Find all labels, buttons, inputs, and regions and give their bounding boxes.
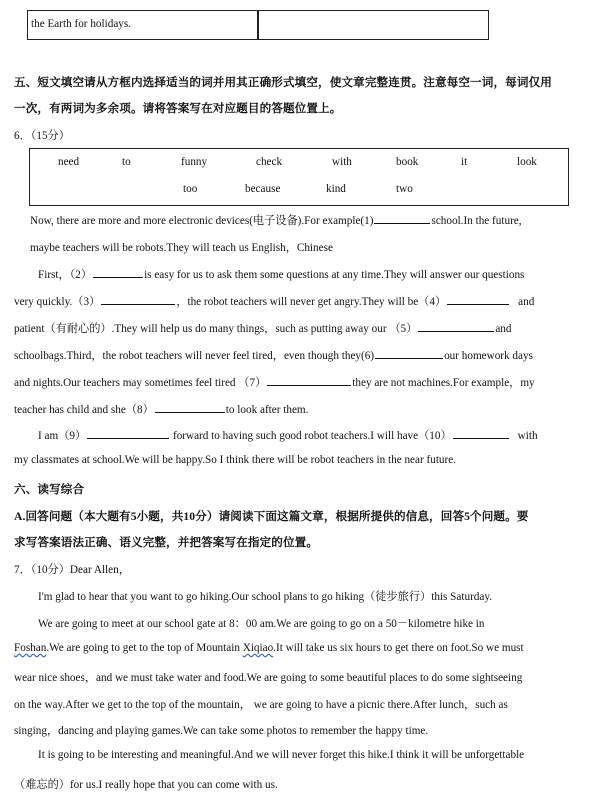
passage-line: maybe teachers will be robots.They will teach us English，Chinese <box>30 242 333 254</box>
word-box-item: because <box>245 183 281 195</box>
question-6-label: 6．（15分） <box>14 130 70 142</box>
word-box-item: funny <box>181 156 208 168</box>
word-box-item: with <box>332 156 352 168</box>
top-table-right-cell <box>257 10 489 40</box>
word-box-item: check <box>256 156 283 168</box>
answer-blank-7[interactable] <box>267 374 351 386</box>
word-box-item: to <box>122 156 131 168</box>
passage-line: and nights.Our teachers may sometimes feel tired （7） they are not machines.For example，my <box>14 374 535 390</box>
word-box-item: two <box>396 183 413 195</box>
letter-line: We are going to meet at our school gate at 8：00 am.We are going to go on a 50－kilometre hike in <box>38 618 485 630</box>
section6-sub-line1: A.回答问题（本大题有5小题，共10分）请阅读下面这篇文章，根据所提供的信息，回答5个问题。要 <box>14 510 529 523</box>
answer-blank-6[interactable] <box>375 347 443 359</box>
passage-line: my classmates at school.We will be happy.So I think there will be robot teachers in the near future. <box>14 454 457 466</box>
letter-line: wear nice shoes，and we must take water and food.We are going to some beautiful places to do some sightseeing <box>14 672 523 684</box>
word-box-item: book <box>396 156 419 168</box>
section6-heading: 六、读写综合 <box>14 483 85 496</box>
answer-blank-2[interactable] <box>93 266 143 278</box>
answer-blank-1[interactable] <box>374 212 430 224</box>
letter-paragraph-1: I'm glad to hear that you want to go hiking.Our school plans to go hiking（徒步旅行）this Saturday. <box>38 591 493 603</box>
word-box-item: too <box>183 183 198 195</box>
answer-blank-9[interactable] <box>87 427 169 439</box>
letter-line: It is going to be interesting and meaningful.And we will never forget this hike.I think it will be unforgettable <box>38 749 525 761</box>
section5-heading-line1: 五、短文填空请从方框内选择适当的词并用其正确形式填空，使文章完整连贯。注意每空一词，每词仅用 <box>14 76 552 89</box>
answer-blank-8[interactable] <box>155 401 225 413</box>
word-box-item: it <box>461 156 468 168</box>
letter-line: on the way.After we get to the top of the mountain， we are going to have a picnic there.After lunch，such as <box>14 699 508 711</box>
word-box-item: look <box>517 156 537 168</box>
passage-line: I am（9） forward to having such good robot teachers.I will have（10） with <box>38 427 538 443</box>
passage-line: very quickly.（3） ，the robot teachers will never get angry.They will be（4） and <box>14 293 534 309</box>
passage-line: schoolbags.Third，the robot teachers will never feel tired，even though they(6) our homework days <box>14 347 533 363</box>
section5-heading-line2: 一次，有两词为多余项。请将答案写在对应题目的答题位置上。 <box>14 102 342 115</box>
top-table-cell-text: the Earth for holidays. <box>31 18 132 30</box>
question-7-label: 7．（10分）Dear Allen， <box>14 564 130 576</box>
letter-line: singing，dancing and playing games.We can take some photos to remember the happy time. <box>14 725 429 737</box>
answer-blank-4[interactable] <box>447 293 509 305</box>
passage-line: patient（有耐心的）.They will help us do many things，such as putting away our （5） and <box>14 320 511 336</box>
passage-line: Now, there are more and more electronic devices(电子设备).For example(1) school.In the future, <box>30 212 522 228</box>
word-box-item: kind <box>326 183 346 195</box>
passage-line: teacher has child and she（8） to look after them. <box>14 401 308 417</box>
word-box-item: need <box>58 156 80 168</box>
letter-line: Foshan.We are going to get to the top of Mountain Xiqiao.It will take us six hours to get there on foot.So we must <box>14 642 524 654</box>
section6-sub-line2: 求写答案语法正确、语义完整，并把答案写在指定的位置。 <box>14 536 319 549</box>
answer-blank-5[interactable] <box>418 320 494 332</box>
answer-blank-3[interactable] <box>101 293 175 305</box>
answer-blank-10[interactable] <box>453 427 509 439</box>
letter-line: （难忘的）for us.I really hope that you can come with us. <box>14 779 278 791</box>
place-name-foshan: Foshan <box>14 642 47 654</box>
place-name-xiqiao: Xiqiao <box>242 642 274 654</box>
word-box <box>29 148 569 206</box>
passage-line: First，（2） is easy for us to ask them some questions at any time.They will answer our questions <box>38 266 524 282</box>
